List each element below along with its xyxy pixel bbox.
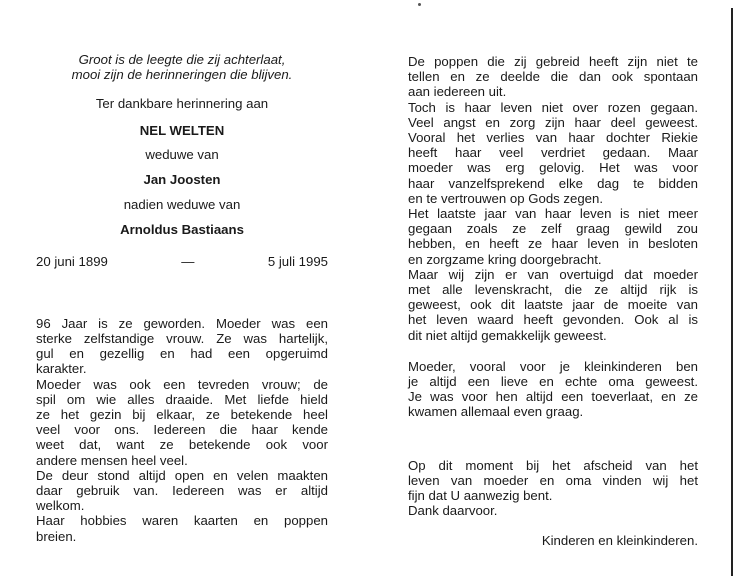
text-line: Maar wij zijn er van overtuigd dat moeder	[408, 266, 698, 282]
intro-text: Ter dankbare herinnering aan	[95, 96, 269, 112]
text-line: andere mensen heel veel.	[36, 452, 188, 468]
text-line: gul en gezellig en had een opgeruimd	[36, 346, 328, 362]
text-line: weet dat, want ze betekende ook voor	[36, 437, 328, 453]
right-column	[408, 54, 698, 549]
date-dash: —	[181, 253, 195, 269]
right-paragraph-6	[408, 458, 698, 519]
text-line: spil om wie alles draaide. Met liefde hield	[36, 391, 328, 407]
right-paragraph-3	[408, 206, 698, 267]
text-line: Toch is haar leven niet over rozen gegaan.	[408, 99, 698, 115]
birth-date: 20 juni 1899	[36, 253, 108, 269]
text-line: Vooral het verlies van haar dochter Riekie	[408, 130, 698, 146]
text-line: met alle levenskracht, die ze altijd rijk is	[408, 282, 698, 298]
left-paragraph-2	[36, 377, 328, 468]
text-line: haar vanzelfsprekend elke dag te bidden	[408, 175, 698, 191]
widow-of-label: weduwe van	[145, 146, 219, 162]
signature-line: Kinderen en kleinkinderen.	[541, 533, 698, 549]
text-line: welkom.	[36, 498, 85, 514]
right-paragraph-2	[408, 100, 698, 206]
text-line: breien.	[36, 528, 77, 544]
text-line: en zorgzame kring doorgebracht.	[408, 251, 602, 267]
right-paragraph-1	[408, 54, 698, 100]
left-paragraph-3	[36, 468, 328, 514]
text-line: fijn dat U aanwezig bent.	[408, 488, 553, 504]
text-line: tellen en ze deelde die dan ook spontaan	[408, 69, 698, 85]
text-line: je altijd een lieve en echte oma geweest.	[408, 374, 698, 390]
text-line: Dank daarvoor.	[408, 503, 498, 519]
text-line: aan iedereen uit.	[408, 84, 507, 100]
text-line: Moeder was ook een tevreden vrouw; de	[36, 376, 328, 392]
text-line: Op dit moment bij het afscheid van het	[408, 457, 698, 473]
text-line: geweest, ook dit laatste jaar de moeite van	[408, 297, 698, 313]
verse-line: mooi zijn de herinneringen die blijven.	[71, 67, 293, 83]
death-date: 5 juli 1995	[267, 253, 328, 269]
deceased-name: NEL WELTEN	[139, 122, 225, 138]
later-widow-of-label: nadien weduwe van	[123, 197, 241, 213]
text-line: De deur stond altijd open en velen maakten	[36, 467, 328, 483]
text-line: Haar hobbies waren kaarten en poppen	[36, 513, 328, 529]
text-line: Veel angst en zorg zijn haar deel geweest.	[408, 114, 698, 130]
text-line: veel voor ons. Iedereen die haar kende	[36, 422, 328, 438]
verse-line: Groot is de leegte die zij achterlaat,	[78, 52, 286, 67]
text-line: Moeder, vooral voor je kleinkinderen ben	[408, 358, 698, 374]
left-column	[36, 52, 328, 544]
left-paragraph-1	[36, 316, 328, 377]
text-line: heeft haar veel verdriet gedaan. Maar	[408, 145, 698, 161]
memorial-verse	[36, 52, 328, 82]
text-line: karakter.	[36, 361, 87, 377]
text-line: moeder was erg gelovig. Het was voor	[408, 160, 698, 176]
text-line: Het laatste jaar van haar leven is niet meer	[408, 206, 698, 222]
text-line: dit niet altijd gemakkelijk geweest.	[408, 327, 607, 343]
left-paragraph-4	[36, 513, 328, 543]
text-line: gegaan zoals ze zelf graag gewild zou	[408, 221, 698, 237]
text-line: kwamen allemaal even graag.	[408, 404, 584, 420]
text-line: leven van moeder en oma vinden wij het	[408, 472, 698, 488]
text-line: Je was voor hen altijd een toeverlaat, en ze	[408, 389, 698, 405]
speck-mark	[418, 3, 421, 6]
text-line: sterke zelfstandige vrouw. Ze was hartelijk,	[36, 331, 328, 347]
text-line: daar gebruik van. Iedereen was er altijd	[36, 483, 328, 499]
right-paragraph-5	[408, 359, 698, 420]
text-line: 96 Jaar is ze geworden. Moeder was een	[36, 315, 328, 331]
text-line: en te vertrouwen op Gods zegen.	[408, 190, 604, 206]
second-spouse-name: Arnoldus Bastiaans	[120, 222, 244, 238]
text-line: het leven waard heeft gevonden. Ook al is	[408, 312, 698, 328]
text-line: hebben, en heeft ze haar leven in besloten	[408, 236, 698, 252]
card-edge	[731, 8, 733, 576]
life-dates	[36, 254, 328, 269]
first-spouse-name: Jan Joosten	[143, 172, 221, 188]
text-line: De poppen die zij gebreid heeft zijn niet te	[408, 54, 698, 69]
right-paragraph-4	[408, 267, 698, 343]
text-line: ze het gezin bij elkaar, ze betekende heel	[36, 407, 328, 423]
